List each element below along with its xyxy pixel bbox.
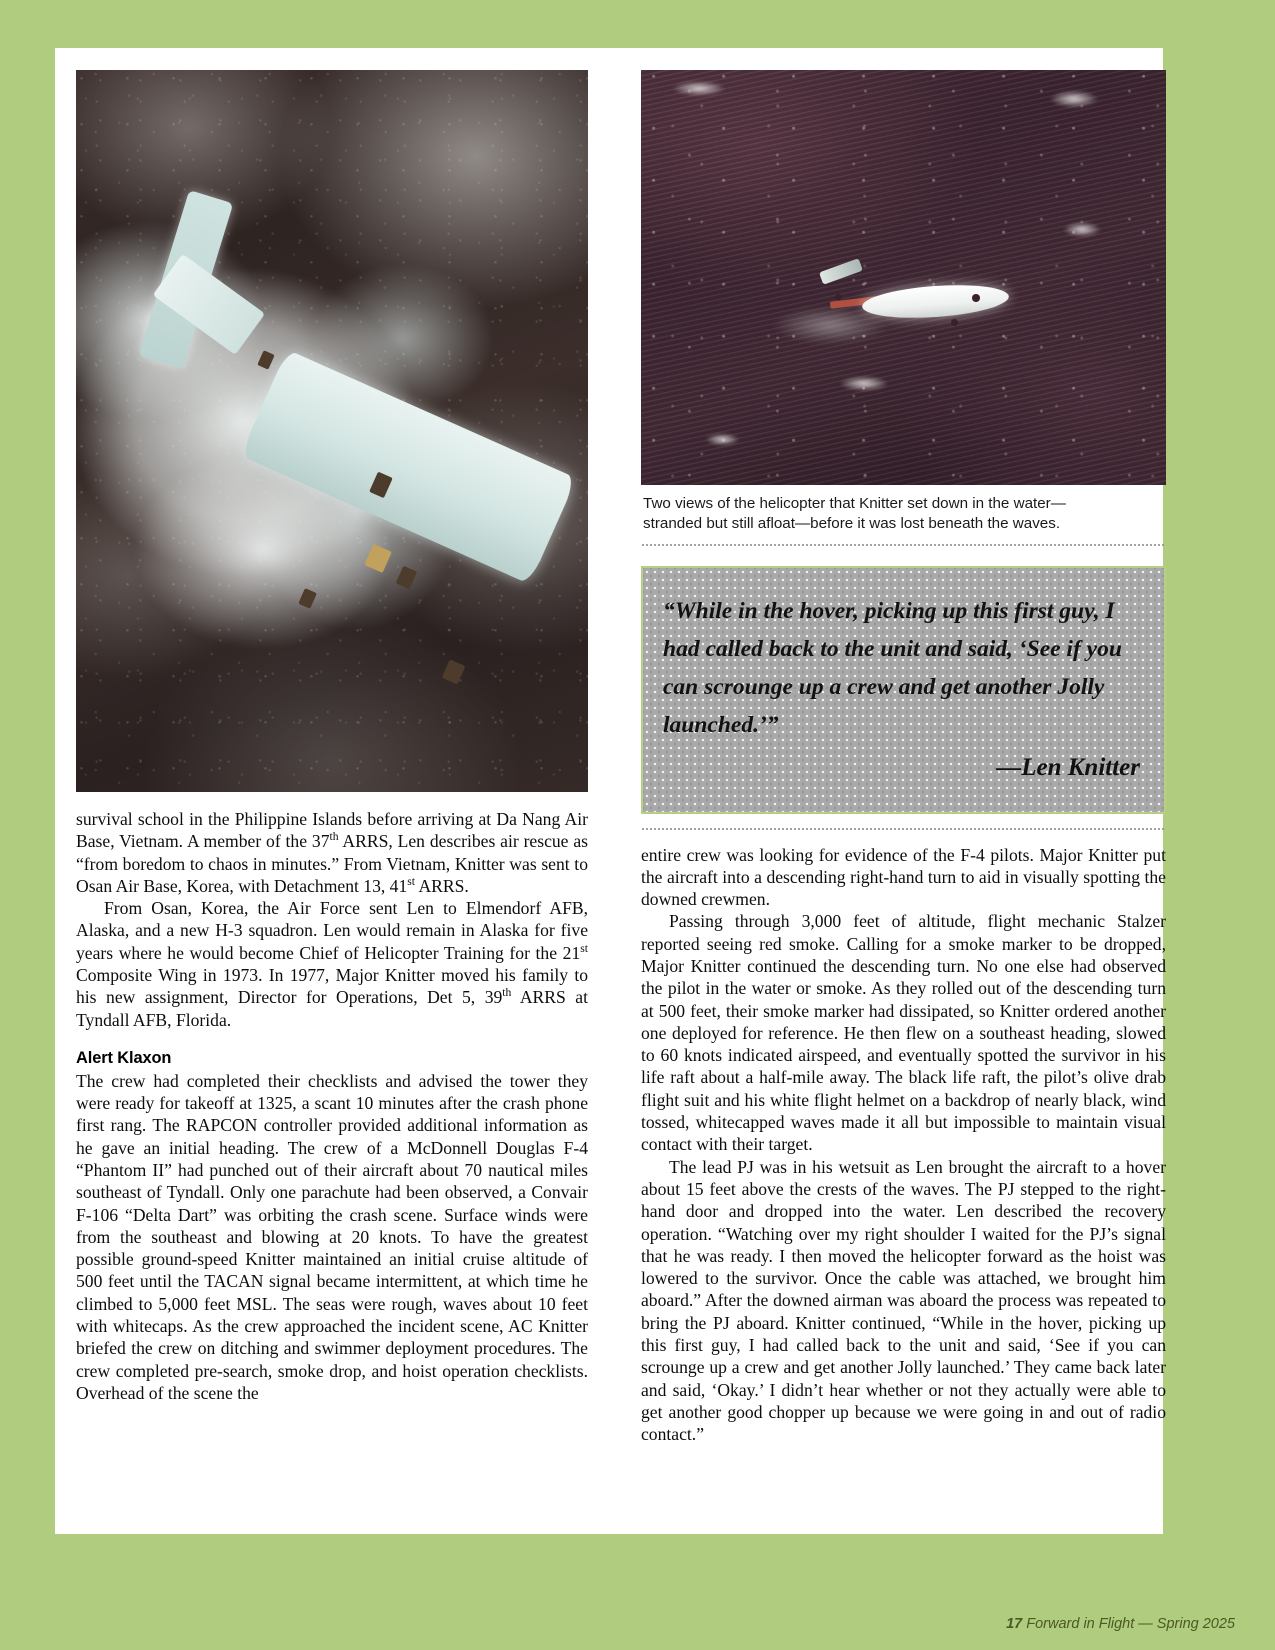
footer-page-number: 17 xyxy=(1006,1616,1023,1632)
paragraph-text: ARRS at Tyndall AFB, Florida. xyxy=(76,987,589,1030)
page-sheet xyxy=(55,48,1166,1534)
right-column-body-text xyxy=(641,844,1166,1446)
secondary-photograph xyxy=(641,70,1166,485)
main-photograph xyxy=(76,70,588,792)
page-content xyxy=(76,70,1166,1510)
whitecap-patch xyxy=(662,78,736,99)
ordinal-suffix: st xyxy=(580,941,588,955)
caption-line: stranded but still afloat—before it was lost beneath the waves. xyxy=(643,514,1061,532)
whitecap-patch xyxy=(699,431,746,448)
whitecap-patch xyxy=(830,373,898,394)
paragraph-text: survival school in the Philippine Islands before arriving at Da Nang Air Base, Vietnam. A member of the 37 xyxy=(76,809,588,852)
whitecap-patch xyxy=(1040,87,1108,112)
left-column-body-text xyxy=(76,808,588,1404)
paragraph-text: Composite Wing in 1973. In 1977, Major Knitter moved his family to his new assignment, Director for Operations, Det 5, 39 xyxy=(76,965,588,1008)
paragraph-alert-klaxon-body: The crew had completed their checklists and advised the tower they were ready for takeoff at 1325, a scant 10 minutes after the crash phone first rang. The RAPCON controller provided additional information as he gave an initial heading. The crew of a McDonnell Douglas F-4 “Phantom II” had punched out of their aircraft about 70 nautical miles southeast of Tyndall. Only one parachute had been observed, a Convair F-106 “Delta Dart” was orbiting the crash scene. Surface winds were from the southeast and blowing at 20 knots. To have the greatest possible ground-speed Knitter maintained an initial cruise altitude of 500 feet until the TACAN signal became intermittent, at which time he climbed to 5,000 feet MSL. The seas were rough, waves about 10 feet with whitecaps. As the crew approached the incident scene, AC Knitter briefed the crew on ditching and swimmer deployment procedures. The crew completed pre-search, smoke drop, and hoist operation checklists. Overhead of the scene the xyxy=(76,1070,588,1403)
paragraph-entire-crew: entire crew was looking for evidence of the F-4 pilots. Major Knitter put the aircraft into a descending right-hand turn to aid in visually spotting the downed crewmen. xyxy=(641,844,1166,910)
pull-quote-text: “While in the hover, picking up this first guy, I had called back to the unit and said, ‘See if you can scrounge up a crew and get another Jolly launched.’” xyxy=(663,597,1122,738)
dotted-divider xyxy=(641,828,1166,830)
pull-quote-box xyxy=(641,566,1166,814)
section-heading-alert-klaxon: Alert Klaxon xyxy=(76,1048,172,1067)
wave-crest-texture xyxy=(641,70,1166,485)
whitecap-patch xyxy=(1056,219,1109,240)
paragraph-lead-pj: The lead PJ was in his wetsuit as Len brought the aircraft to a hover about 15 feet above the crests of the waves. The PJ stepped to the right-hand door and dropped into the water. Len described the recovery operation. “Watching over my right shoulder I waited for the PJ’s signal that he was ready. I then moved the helicopter forward as the hoist was lowered to the survivor. Once the cable was attached, we brought him aboard.” After the downed airman was aboard the process was repeated to bring the PJ aboard. Knitter continued, “While in the hover, picking up this first guy, I had called back to the unit and said, ‘See if you can scrounge up a crew and get another Jolly launched.’ They came back later and said, ‘Okay.’ I didn’t hear whether or not they actually were able to get another good chopper up because we were going in and out of radio contact.” xyxy=(641,1156,1166,1445)
paragraph-text: ARRS, Len describes air rescue as “from boredom to chaos in minutes.” From Vietnam, Knitter was sent to Osan Air Base, Korea, with Detachment 13, 41 xyxy=(76,831,589,896)
ordinal-suffix: st xyxy=(407,875,416,889)
paragraph-from-osan xyxy=(76,897,588,1031)
right-column xyxy=(641,70,1166,1446)
footer-publication-title: Forward in Flight — Spring 2025 xyxy=(1026,1616,1235,1632)
ordinal-suffix: th xyxy=(502,986,512,1000)
paragraph-text: From Osan, Korea, the Air Force sent Len to Elmendorf AFB, Alaska, and a new H-3 squadron. Len would remain in Alaska for five years where he would become Chief of Helicopter Training for the 21 xyxy=(76,898,588,963)
photo-caption xyxy=(641,494,1166,534)
paragraph-survival-school xyxy=(76,808,588,897)
paragraph-passing-through: Passing through 3,000 feet of altitude, flight mechanic Stalzer reported seeing red smoke. Calling for a smoke marker to be dropped, Major Knitter continued the descending turn. No one else had observed the pilot in the water or smoke. As they rolled out of the descending turn at 500 feet, their smoke marker had dissipated, so Knitter ordered another one deployed for reference. He then flew on a southeast heading, slowed to 60 knots indicated airspeed, and eventually spotted the survivor in his life raft about a half-mile away. The black life raft, the pilot’s olive drab flight suit and his white flight helmet on a backdrop of nearly black, wind tossed, whitecapped waves made it all but impossible to maintain visual contact with their target. xyxy=(641,911,1166,1155)
pull-quote-attribution: —Len Knitter xyxy=(996,753,1140,781)
left-column xyxy=(76,70,588,1404)
caption-line: Two views of the helicopter that Knitter set down in the water— xyxy=(643,495,1066,512)
crew-figure xyxy=(835,294,841,300)
crew-figure xyxy=(972,294,980,302)
crew-figure xyxy=(951,319,958,326)
ordinal-suffix: th xyxy=(329,830,339,844)
paragraph-text: ARRS. xyxy=(415,875,469,896)
page-footer xyxy=(1006,1616,1235,1632)
dotted-divider xyxy=(641,544,1166,546)
